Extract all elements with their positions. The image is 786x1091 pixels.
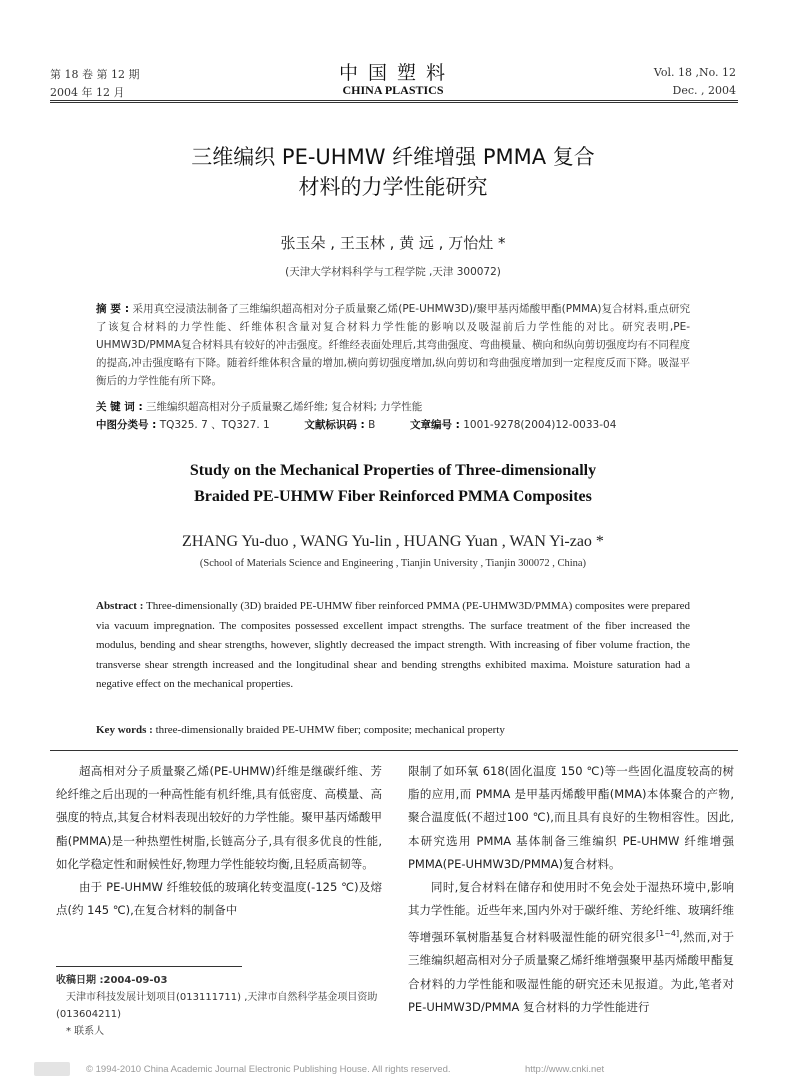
title-cn-line2: 材料的力学性能研究: [298, 175, 488, 199]
abstract-cn: [96, 300, 690, 390]
journal-name-cn: 中 国 塑 料: [338, 62, 448, 84]
article-no-label: 文章编号 :: [410, 419, 460, 431]
abstract-cn-text: 采用真空浸渍法制备了三维编织超高相对分子质量聚乙烯(PE-UHMW3D)/聚甲基丙烯酸甲酯(PMMA)复合材料,重点研究了该复合材料的力学性能、纤维体积含量对复合材料力学性能的影响以及吸湿前后力学性能的对比。研究表明,PE-UHMW3D/PMMA复合材料具有较好的冲击强度。纤维经表面处理后,其弯曲强度、弯曲模量、横向和纵向剪切强度均有不同程度的提高,冲击强度略有下降。随着纤维体积含量的增加,横向剪切强度增加,纵向剪切和弯曲强度增加到一定程度反而下降。吸湿平衡后的力学性能有所下降。: [96, 303, 690, 387]
doc-code-value: B: [368, 419, 376, 431]
affiliation-en: (School of Materials Science and Engineering , Tianjin University , Tianjin 300072 , China): [199, 558, 587, 569]
contact-note: * 联系人: [66, 1026, 105, 1037]
abstract-en-text: Three-dimensionally (3D) braided PE-UHMW fiber reinforced PMMA (PE-UHMW3D/PMMA) composites were prepared via vacuum impregnation. The composites possessed excellent impact strengths. The surface treatment of the fiber increased the modulus, bending and shear strengths, however, slightly decreased the impact strength. With increasing of fiber volume fraction, the transverse shear strength increased and the longitudinal shear and bending strengths exhibited maxima. Moisture saturation had a negative effect on the mechanical properties.: [96, 600, 690, 690]
keywords-cn-text: 三维编织超高相对分子质量聚乙烯纤维; 复合材料; 力学性能: [146, 401, 423, 413]
paragraph-text: ,然而,对于三维编织超高相对分子质量聚乙烯纤维增强聚甲基丙烯酸甲酯复合材料的力学性能和吸湿性能的研究还未见报道。为此,笔者对 PE-UHMW3D/PMMA 复合材料的力学性能进行: [408, 930, 735, 1014]
keywords-en: [96, 721, 690, 741]
fund-info: 天津市科技发展计划项目(013111711) ,天津市自然科学基金项目资助(013604211): [56, 992, 378, 1020]
abstract-cn-label: 摘 要 :: [96, 303, 130, 315]
copyright: © 1994-2010 China Academic Journal Electronic Publishing House. All rights reserved.: [86, 1064, 451, 1075]
body-left-column: [56, 760, 382, 922]
paragraph: 限制了如环氧 618(固化温度 150 ℃)等一些固化温度较高的树脂的应用,而 PMMA 是甲基丙烯酸甲酯(MMA)本体聚合的产物,聚合温度低(不超过100 ℃),而且具有良好的生物相容性。因此,本研究选用 PMMA 基体制备三维编织 PE-UHMW 纤维增强 PMMA(PE-UHMW3D/PMMA)复合材料。: [408, 764, 734, 871]
keywords-cn: [96, 398, 690, 416]
authors-cn: 张玉朵 , 王玉林 , 黄 远 , 万怡灶 *: [280, 234, 506, 252]
paragraph-text: 同时,复合材料在储存和使用时不免会处于湿热环境中,影响其力学性能。近些年来,国内外对于碳纤维、芳纶纤维、玻璃纤维等增强环氧树脂基复合材料吸湿性能的研究很多: [408, 880, 734, 945]
publication-date: 2004 年 12 月: [50, 86, 125, 99]
header-rule-2: [50, 102, 738, 103]
keywords-en-text: three-dimensionally braided PE-UHMW fiber; composite; mechanical property: [155, 724, 505, 736]
footnote: [56, 972, 382, 1040]
authors-en: ZHANG Yu-duo , WANG Yu-lin , HUANG Yuan , WAN Yi-zao *: [182, 533, 604, 550]
abstract-en: [96, 597, 690, 695]
abstract-en-label: Abstract :: [96, 600, 144, 612]
affiliation-cn: (天津大学材料科学与工程学院 ,天津 300072): [285, 266, 501, 278]
keywords-cn-label: 关 键 词 :: [96, 401, 143, 413]
keywords-en-label: Key words :: [96, 724, 153, 736]
reference-mark: [1~4]: [656, 929, 680, 939]
article-no-value: 1001-9278(2004)12-0033-04: [463, 419, 617, 431]
volume-issue-en: Vol. 18 ,No. 12: [653, 66, 736, 79]
class-label: 中图分类号 :: [96, 419, 157, 431]
footnote-rule: [56, 966, 242, 967]
title-en-line1: Study on the Mechanical Properties of Three-dimensionally: [189, 462, 597, 479]
journal-name-en: CHINA PLASTICS: [342, 83, 444, 97]
title-en-line2: Braided PE-UHMW Fiber Reinforced PMMA Composites: [194, 488, 592, 505]
publisher-logo: [34, 1062, 70, 1076]
body-right-column: [408, 760, 734, 1019]
doc-code-label: 文献标识码 :: [304, 419, 365, 431]
publication-date-en: Dec. , 2004: [672, 84, 736, 97]
classification-line: [96, 416, 690, 434]
abstract-rule: [50, 750, 738, 751]
paragraph: 超高相对分子质量聚乙烯(PE-UHMW)纤维是继碳纤维、芳纶纤维之后出现的一种高性能有机纤维,具有低密度、高模量、高强度的特点,其复合材料表现出较好的力学性能。聚甲基丙烯酸甲酯(PMMA)是一种热塑性树脂,长链高分子,具有很多优良的性能,如化学稳定性和耐候性好,物理力学性能较均衡,且轻质高韧等。: [56, 764, 382, 871]
class-value: TQ325. 7 、TQ327. 1: [159, 419, 270, 431]
paragraph: 由于 PE-UHMW 纤维较低的玻璃化转变温度(-125 ℃)及熔点(约 145 ℃),在复合材料的制备中: [56, 880, 382, 918]
cnki-link[interactable]: http://www.cnki.net: [525, 1064, 605, 1075]
title-cn-line1: 三维编织 PE-UHMW 纤维增强 PMMA 复合: [191, 145, 595, 169]
header-rule: [50, 100, 738, 101]
volume-issue: 第 18 卷 第 12 期: [50, 68, 140, 81]
received-date: 收稿日期 :2004-09-03: [56, 975, 168, 986]
paragraph: [408, 876, 734, 1019]
